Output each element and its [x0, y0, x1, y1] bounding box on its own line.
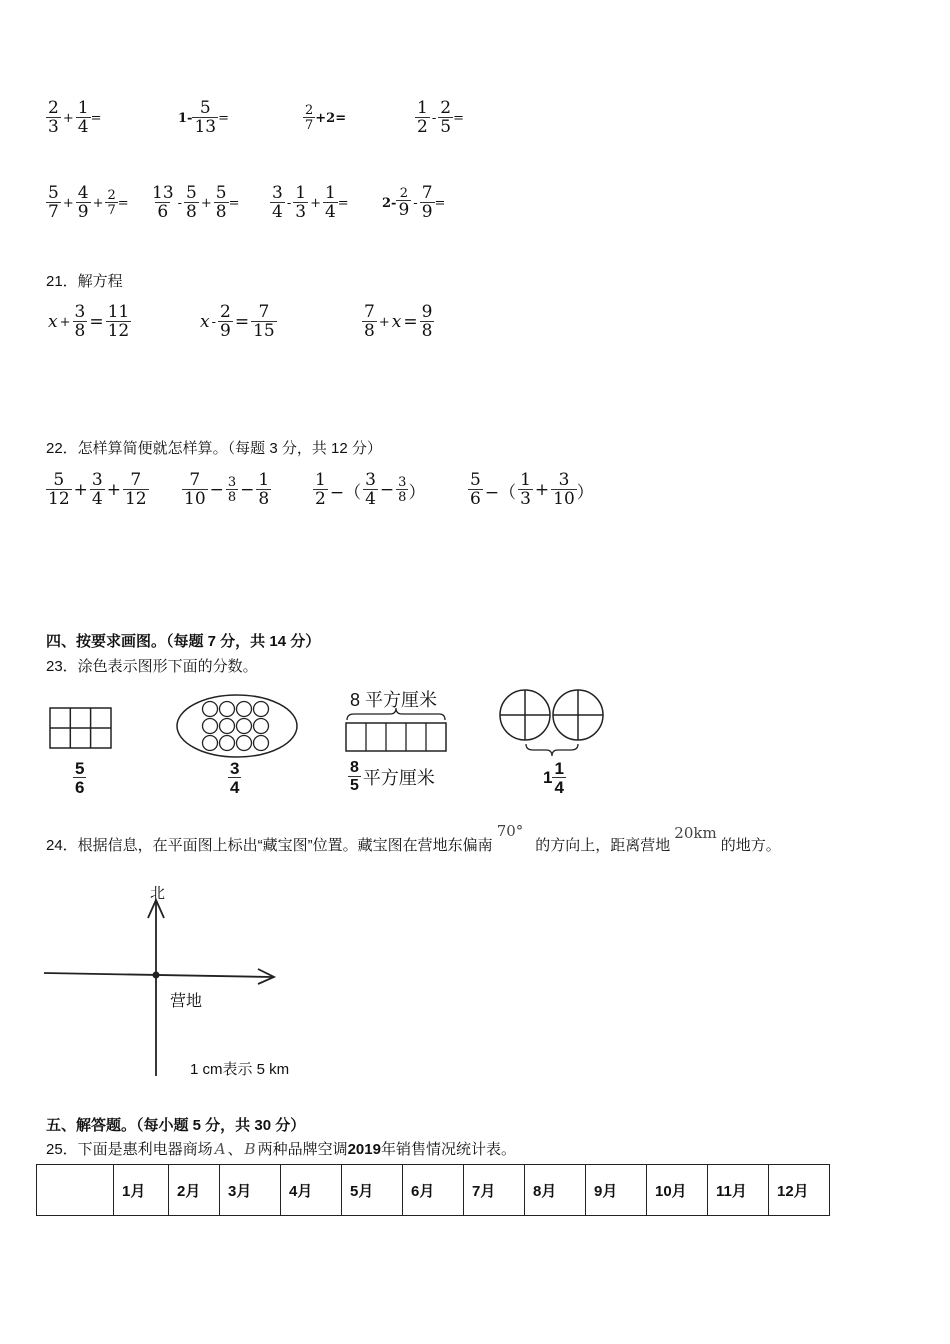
calc-row-2b [150, 185, 240, 221]
month-header: 1月 [114, 1165, 169, 1216]
calc-expression: $\frac{13}{6}$ - $\frac{5}{8}$ + $\frac{5}{8}$ = [152, 183, 240, 222]
calc-expression: $\frac{2}{3}$ + $\frac{1}{4}$ = [48, 98, 102, 137]
q22-expression-2: $\frac{7}{10}$ − $\frac{3}{8}$ − $\frac{1}{8}$ [184, 470, 270, 509]
q22-expression-4: $\frac{5}{6}$ −（ $\frac{1}{3}$ + $\frac{3}{10}$ ） [470, 470, 594, 509]
calc-expression: 2- $\frac{2}{9}$ - $\frac{7}{9}$ = [382, 183, 446, 222]
calc-row-1 [46, 100, 101, 136]
q21-equation-1: x + $\frac{3}{8}$ = $\frac{11}{12}$ [48, 302, 130, 341]
section-5-title: 五、解答题。（每小题 5 分，共 30 分） [46, 1117, 306, 1134]
calc-expression: 1- $\frac{5}{13}$ = [178, 98, 229, 137]
month-header: 10月 [647, 1165, 708, 1216]
month-header: 5月 [342, 1165, 403, 1216]
area-fraction-label: $\frac{8}{5}$ 平方厘米 [350, 759, 435, 794]
angle-value: 70° [496, 822, 524, 840]
oval-circles-figure [174, 692, 300, 760]
calc-row-1c [303, 104, 346, 132]
calc-expression: $\frac{3}{4}$ - $\frac{1}{3}$ + $\frac{1}{4}$ = [272, 183, 349, 222]
fraction-label: $\frac{3}{4}$ [230, 759, 240, 797]
q21-title: 21．解方程 [46, 273, 123, 290]
month-header: 6月 [403, 1165, 464, 1216]
north-label: 北 [150, 885, 166, 902]
month-header: 12月 [769, 1165, 830, 1216]
area-label-top: 8 平方厘米 [350, 690, 438, 710]
q22-expression-1: $\frac{5}{12}$ + $\frac{3}{4}$ + $\frac{7}{12}$ [48, 470, 147, 509]
q21-equation-3: $\frac{7}{8}$ + x = $\frac{9}{8}$ [364, 302, 433, 341]
month-header: 9月 [586, 1165, 647, 1216]
strip-rectangle-figure [344, 706, 450, 754]
distance-value: 20km [674, 824, 717, 842]
q22-title: 22．怎样算简便就怎样算。（每题 3 分，共 12 分） [46, 440, 382, 457]
mixed-number-label: 1 $\frac{1}{4}$ [543, 759, 564, 797]
month-header: 2月 [169, 1165, 220, 1216]
fraction-label: $\frac{5}{6}$ [75, 759, 85, 797]
section-4-title: 四、按要求画图。（每题 7 分，共 14 分） [46, 633, 321, 650]
month-header: 7月 [464, 1165, 525, 1216]
q24-text: 24．根据信息，在平面图上标出“藏宝图”位置。藏宝图在营地东偏南70°的方向上，距离营地20km的地方。 [46, 822, 781, 854]
calc-row-2d [382, 185, 445, 221]
q23-title: 23．涂色表示图形下面的分数。 [46, 658, 258, 675]
calc-expression: $\frac{5}{7}$ + $\frac{4}{9}$ + $\frac{2}{7}$ = [48, 183, 129, 222]
table-corner-cell [37, 1165, 114, 1216]
month-header: 4月 [281, 1165, 342, 1216]
calc-expression: $\frac{2}{7}$ +2= [305, 103, 347, 133]
calc-row-2c [270, 185, 349, 221]
calc-row-2a [46, 185, 129, 221]
calc-row-1d [415, 100, 464, 136]
sales-table [36, 1164, 830, 1216]
calc-expression: $\frac{1}{2}$ - $\frac{2}{5}$ = [417, 98, 464, 137]
q21-equation-2: x - $\frac{2}{9}$ = $\frac{7}{15}$ [200, 302, 275, 341]
camp-map-figure [40, 880, 300, 1080]
two-circles-figure [496, 686, 610, 758]
camp-label: 营地 [170, 993, 203, 1010]
grid-rectangle-figure [48, 706, 114, 750]
q22-expression-3: $\frac{1}{2}$ −（ $\frac{3}{4}$ − $\frac{3}{8}$ ） [315, 470, 426, 509]
month-header: 8月 [525, 1165, 586, 1216]
q25-text: 25．下面是惠利电器商场 A 、 B 两种品牌空调2019年销售情况统计表。 [46, 1140, 516, 1158]
map-scale-label: 1 cm表示 5 km [190, 1061, 290, 1078]
month-header: 3月 [220, 1165, 281, 1216]
table-row [37, 1165, 830, 1216]
calc-row-1b [178, 100, 229, 136]
month-header: 11月 [708, 1165, 769, 1216]
